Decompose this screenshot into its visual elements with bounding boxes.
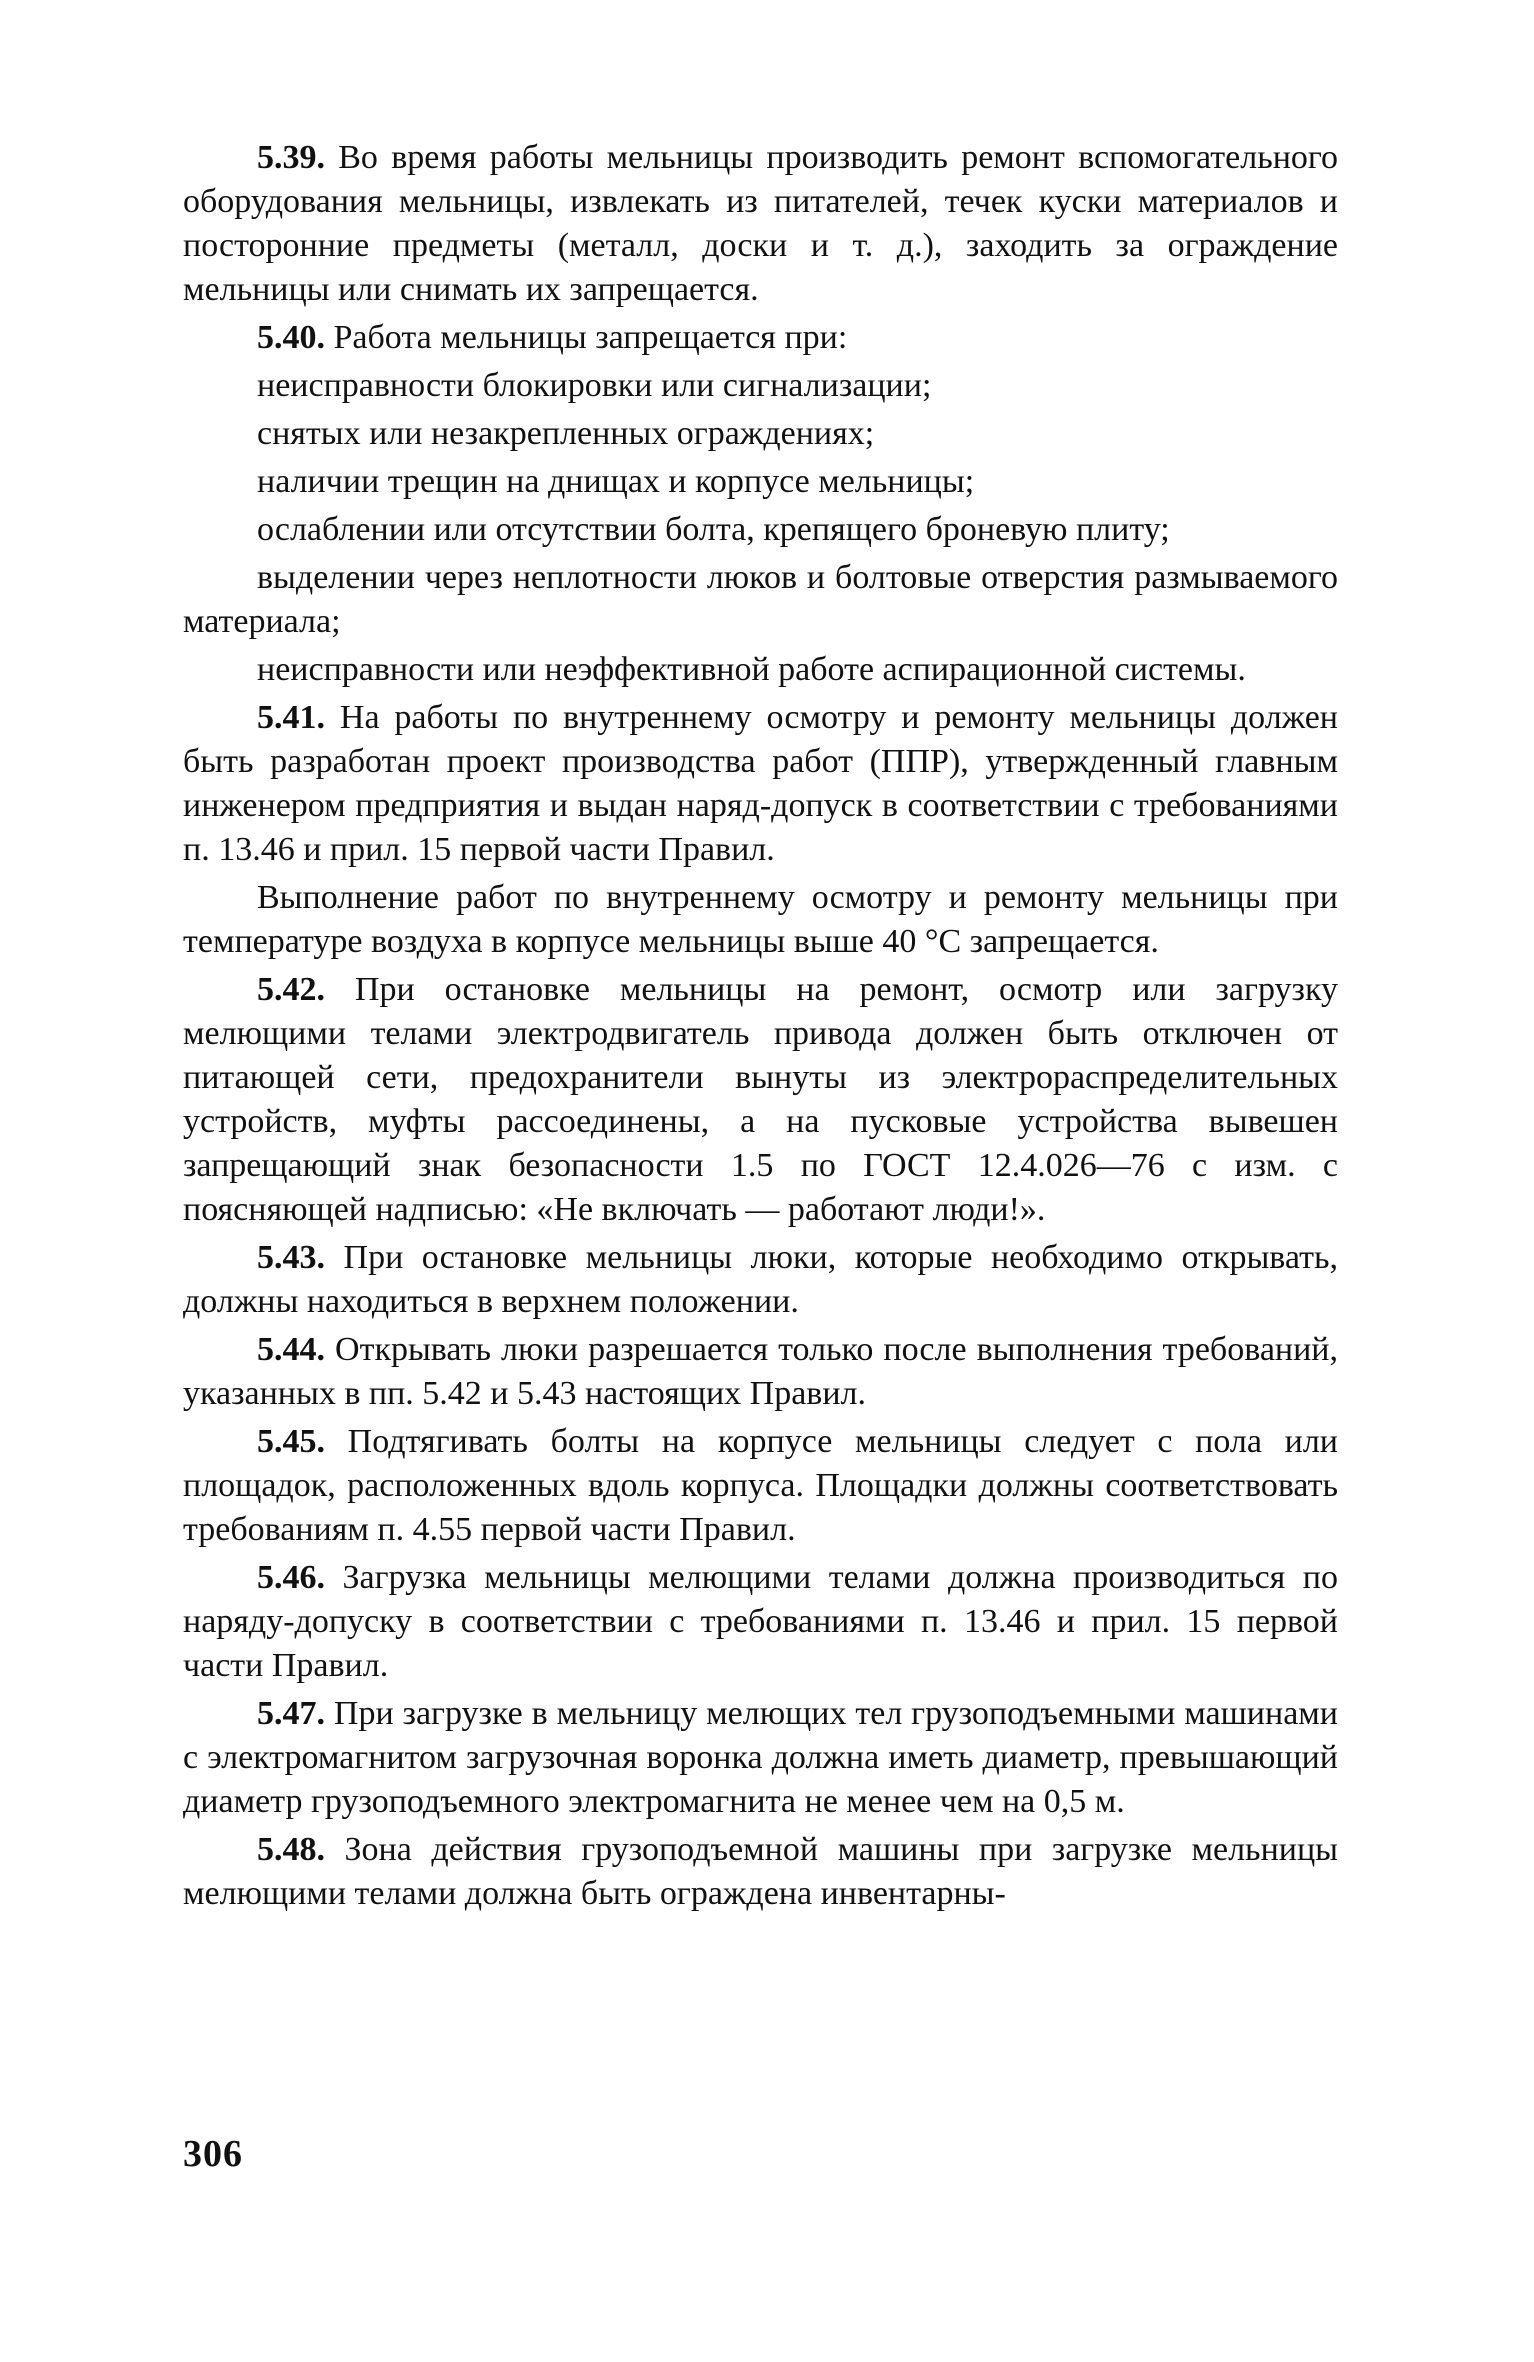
paragraph-text: На работы по внутреннему осмотру и ремонту мельницы должен быть разработан проект производства работ (ППР), утвержденный главным инженером предприятия и выдан наряд-допуск в соответствии с требованиями п. 13.46 и прил. 15 первой части Правил. (183, 699, 1338, 868)
paragraph-text: неисправности блокировки или сигнализации; (257, 367, 932, 404)
item-number: 5.48. (257, 1831, 325, 1868)
item-number: 5.42. (257, 971, 325, 1008)
paragraph-text: наличии трещин на днищах и корпусе мельницы; (257, 463, 975, 500)
paragraph-5-39 (183, 136, 1338, 312)
paragraph-text: неисправности или неэффективной работе аспирационной системы. (257, 651, 1246, 688)
paragraph-5-48 (183, 1828, 1338, 1916)
list-item (183, 556, 1338, 644)
item-number: 5.40. (257, 319, 325, 356)
list-item (183, 508, 1338, 552)
paragraph-text: ослаблении или отсутствии болта, крепящего броневую плиту; (257, 511, 1170, 548)
page-number: 306 (183, 2133, 243, 2175)
paragraph-5-43 (183, 1236, 1338, 1324)
paragraph-text: При загрузке в мельницу мелющих тел грузоподъемными машинами с электромагнитом загрузочная воронка должна иметь диаметр, превышающий диаметр грузоподъемного электромагнита не менее чем на 0,5 м. (183, 1695, 1338, 1820)
paragraph-5-46 (183, 1556, 1338, 1688)
document-body (183, 136, 1338, 1920)
list-item (183, 460, 1338, 504)
paragraph-text: Работа мельницы запрещается при: (325, 319, 848, 356)
paragraph-5-41 (183, 696, 1338, 872)
item-number: 5.39. (257, 139, 325, 176)
list-item (183, 364, 1338, 408)
paragraph-5-45 (183, 1420, 1338, 1552)
paragraph-5-40 (183, 316, 1338, 360)
paragraph-5-42 (183, 968, 1338, 1232)
item-number: 5.43. (257, 1239, 325, 1276)
item-number: 5.45. (257, 1423, 325, 1460)
item-number: 5.44. (257, 1331, 325, 1368)
paragraph-text: Зона действия грузоподъемной машины при загрузке мельницы мелющими телами должна быть ограждена инвентарны- (183, 1831, 1338, 1912)
paragraph-text: Выполнение работ по внутреннему осмотру и ремонту мельницы при температуре воздуха в корпусе мельницы выше 40 °С запрещается. (183, 879, 1338, 960)
paragraph-text: При остановке мельницы люки, которые необходимо открывать, должны находиться в верхнем положении. (183, 1239, 1338, 1320)
item-number: 5.47. (257, 1695, 325, 1732)
item-number: 5.41. (257, 699, 325, 736)
paragraph-text: выделении через неплотности люков и болтовые отверстия размываемого материала; (183, 559, 1338, 640)
paragraph-text: снятых или незакрепленных ограждениях; (257, 415, 875, 452)
paragraph-text: При остановке мельницы на ремонт, осмотр или загрузку мелющими телами электродвигатель привода должен быть отключен от питающей сети, предохранители вынуты из электрораспределительных устройств, муфты рассоединены, а на пусковые устройства вывешен запрещающий знак безопасности 1.5 по ГОСТ 12.4.026—76 с изм. с поясняющей надписью: «Не включать — работают люди!». (183, 971, 1338, 1228)
list-item (183, 648, 1338, 692)
paragraph-text: Во время работы мельницы производить ремонт вспомогательного оборудования мельницы, извлекать из питателей, течек куски материалов и посторонние предметы (металл, доски и т. д.), заходить за ограждение мельницы или снимать их запрещается. (183, 139, 1338, 308)
paragraph-5-47 (183, 1692, 1338, 1824)
paragraph-5-44 (183, 1328, 1338, 1416)
item-number: 5.46. (257, 1559, 325, 1596)
paragraph-5-41-continued (183, 876, 1338, 964)
list-item (183, 412, 1338, 456)
paragraph-text: Открывать люки разрешается только после выполнения требований, указанных в пп. 5.42 и 5.43 настоящих Правил. (183, 1331, 1338, 1412)
paragraph-text: Загрузка мельницы мелющими телами должна производиться по наряду-допуску в соответствии с требованиями п. 13.46 и прил. 15 первой части Правил. (183, 1559, 1338, 1684)
paragraph-text: Подтягивать болты на корпусе мельницы следует с пола или площадок, расположенных вдоль корпуса. Площадки должны соответствовать требованиям п. 4.55 первой части Правил. (183, 1423, 1338, 1548)
